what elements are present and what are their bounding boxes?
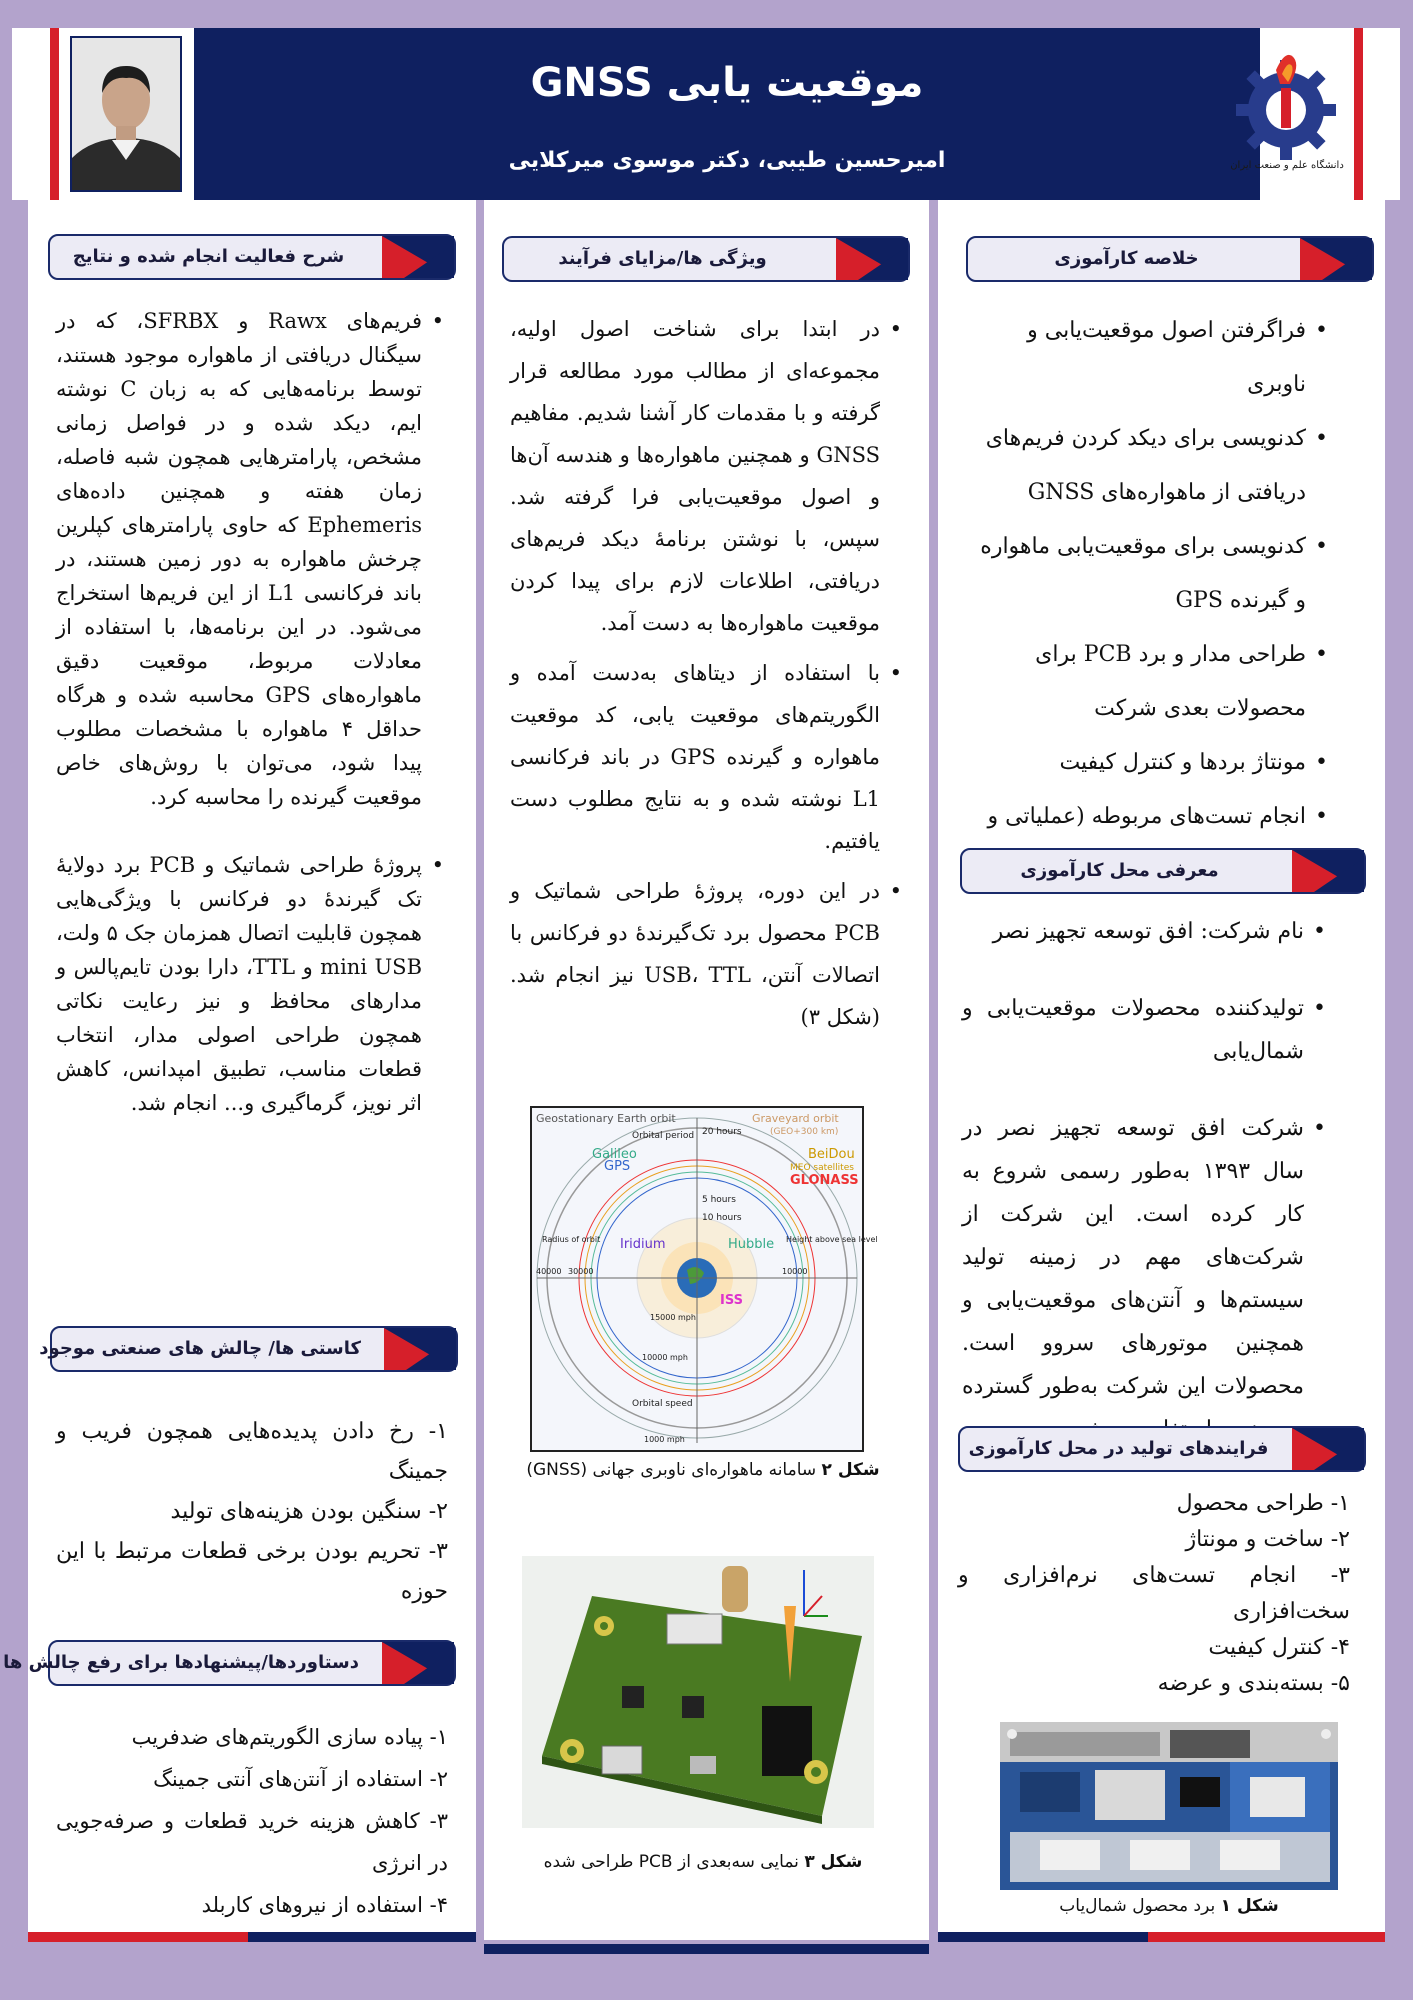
section-header-solutions <box>3 1640 456 1686</box>
figure-1-board-photo <box>1000 1722 1338 1890</box>
label-graveyard: Graveyard orbit <box>752 1112 839 1125</box>
university-logo <box>1228 36 1346 188</box>
logo-caption: دانشگاه علم و صنعت ایران <box>1230 160 1344 171</box>
list-item: ۵- بسته‌بندی و عرضه <box>1157 1671 1350 1696</box>
list-item: • فراگرفتن اصول موقعیت‌یابی و ناوبری <box>970 304 1328 412</box>
label-iss: ISS <box>720 1293 743 1308</box>
bottom-bar-right-navy <box>938 1932 1148 1942</box>
label-gps: GPS <box>604 1159 631 1174</box>
list-item: ۴- استفاده از نیروهای کاربلد <box>201 1893 448 1917</box>
section-header-challenges <box>39 1326 458 1372</box>
figure-caption-text: نمایی سه‌بعدی از PCB طراحی شده <box>543 1852 799 1872</box>
label-meo: MEO satellites <box>790 1163 854 1173</box>
label-glonass: GLONASS <box>790 1173 859 1188</box>
list-item: ۲- استفاده از آنتن‌های آنتی جمینگ <box>153 1767 448 1791</box>
label-speed-10000: 10000 mph <box>642 1353 688 1362</box>
label-orbital-speed: Orbital speed <box>632 1399 693 1409</box>
figure-1-caption <box>1000 1896 1338 1916</box>
figure-2-caption <box>500 1460 906 1480</box>
list-item: • فریم‌های Rawx و SFRBX، که در سیگنال دریافتی از ماهواره موجود هستند، توسط برنامه‌هایی که به زبان C نوشته ایم، دیکد شده و در فواصل زمانی مشخص، پارامترهایی همچون شبه فاصله، زمان هفته و همچنین داده‌های Ephemeris که حاوی پارامترهای کپلرین چرخش ماهواره به دور زمین هستند، در باند فرکانسی L1 از این فریم‌ها استخراج می‌شود. در این برنامه‌ها، با استفاده از معادلات مربوط، موقعیت دقیق ماهواره‌های GPS محاسبه شده و هرگاه حداقل ۴ ماهواره با مشخصات مطلوب پیدا شود، می‌توان با روش‌های خاص موقعیت گیرنده را محاسبه کرد. <box>56 304 444 814</box>
label-20-hours: 20 hours <box>702 1127 742 1137</box>
label-orbital-period: Orbital period <box>632 1131 695 1141</box>
student-photo <box>70 36 182 192</box>
section-title: فرایندهای تولید در محل کارآموزی <box>968 1438 1269 1459</box>
section-header-activity <box>48 234 456 280</box>
process-list <box>958 1486 1350 1702</box>
list-item: • پروژهٔ طراحی شماتیک و PCB برد دولایهٔ تک گیرندهٔ دو فرکانس با ویژگی‌هایی همچون قابلیت اتصال همزمان جک ۵ ولت، mini USB و TTL، دارا بودن تایم‌پالس و مدارهای محافظ و نیز رعایت نکاتی همچون طراحی اصولی مدار، انتخاب قطعات مناسب، تطبیق امپدانس، کاهش اثر نویز، گرماگیری و... انجام شد. <box>56 848 444 1120</box>
list-item: • کدنویسی برای موقعیت‌یابی ماهواره و گیرنده GPS <box>970 520 1328 628</box>
features-list <box>510 308 902 1038</box>
section-header-process <box>958 1426 1366 1472</box>
bottom-bar-right-red <box>1148 1932 1385 1942</box>
figure-2-gnss-orbits <box>530 1106 878 1452</box>
bottom-bar-left-navy <box>248 1932 476 1942</box>
figure-caption-text: برد محصول شمال‌یاب <box>1059 1896 1216 1916</box>
activity-list <box>56 304 444 1120</box>
header-red-bar-right <box>1354 28 1363 200</box>
orbits-diagram <box>532 1108 878 1450</box>
section-header-features <box>502 236 910 282</box>
header-flag-icon <box>1292 238 1372 280</box>
bottom-bar-left-red <box>28 1932 248 1942</box>
list-item: ۴- کنترل کیفیت <box>1208 1635 1350 1660</box>
poster-authors: امیرحسین طیبی، دکتر موسوی میرکلایی <box>508 148 946 173</box>
section-title: معرفی محل کارآموزی <box>1020 860 1219 881</box>
label-speed-1000: 1000 mph <box>644 1435 685 1444</box>
board-illustration <box>1000 1722 1338 1890</box>
pcb-illustration <box>522 1556 874 1828</box>
figure-3-caption <box>500 1852 906 1872</box>
list-item: ۲- ساخت و مونتاژ <box>1185 1527 1350 1552</box>
label-10-hours: 10 hours <box>702 1213 742 1223</box>
summary-list <box>970 304 1328 898</box>
poster-title: موقعیت یابی GNSS <box>530 60 924 106</box>
list-item: • مونتاژ بردها و کنترل کیفیت <box>970 736 1328 790</box>
label-30000: 30000 <box>568 1267 594 1276</box>
label-galileo: Galileo <box>592 1147 637 1162</box>
section-title: شرح فعالیت انجام شده و نتایج <box>72 246 345 267</box>
label-graveyard-sub: (GEO+300 km) <box>770 1127 839 1137</box>
figure-number: شکل ۲ <box>821 1460 880 1480</box>
label-5-hours: 5 hours <box>702 1195 736 1205</box>
header-flag-icon <box>1284 850 1364 892</box>
company-list <box>962 910 1326 1451</box>
list-item: • کدنویسی برای دیکد کردن فریم‌های دریافتی از ماهواره‌های GNSS <box>970 412 1328 520</box>
figure-number: شکل ۱ <box>1220 1896 1279 1916</box>
list-item: • طراحی مدار و برد PCB برای محصولات بعدی شرکت <box>970 628 1328 736</box>
challenges-list <box>56 1412 448 1612</box>
list-item: ۳- تحریم بودن برخی قطعات مرتبط با این حوزه <box>56 1539 448 1604</box>
section-title: دستاوردها/پیشنهادها برای رفع چالش ها <box>3 1652 359 1673</box>
header-band <box>194 28 1260 200</box>
header-flag-icon <box>374 1642 454 1684</box>
figure-number: شکل ۳ <box>804 1852 863 1872</box>
figure-3-pcb-3d <box>522 1556 874 1828</box>
list-item: • تولیدکننده محصولات موقعیت‌یابی و شمال‌یابی <box>962 987 1326 1073</box>
list-item: ۱- پیاده سازی الگوریتم‌های ضدفریب <box>131 1725 448 1749</box>
bottom-bar-middle <box>484 1944 929 1954</box>
label-10000: 10000 <box>782 1267 808 1276</box>
header-flag-icon <box>376 1328 456 1370</box>
section-header-summary <box>966 236 1374 282</box>
section-title: کاستی ها/ چالش های صنعتی موجود <box>39 1338 361 1359</box>
header-flag-icon <box>828 238 908 280</box>
header-red-bar-left <box>50 28 59 200</box>
section-title: ویژگی ها/مزایای فرآیند <box>558 248 767 269</box>
label-beidou: BeiDou <box>808 1147 855 1162</box>
list-item: ۳- انجام تست‌های نرم‌افزاری و سخت‌افزاری <box>958 1563 1350 1624</box>
section-header-company <box>960 848 1366 894</box>
list-item: ۳- کاهش هزینه خرید قطعات و صرفه‌جویی در انرژی <box>56 1809 448 1875</box>
solutions-list <box>56 1716 448 1926</box>
label-radius: Radius of orbit <box>542 1235 601 1244</box>
list-item: • نام شرکت: افق توسعه تجهیز نصر <box>962 910 1326 953</box>
list-item: • با استفاده از دیتاهای به‌دست آمده و الگوریتم‌های موقعیت یابی، کد موقعیت ماهواره و گیرنده GPS در باند فرکانسی L1 نوشته شده و به نتایج مطلوب دست یافتیم. <box>510 652 902 862</box>
label-height: Height above sea level <box>786 1235 878 1244</box>
section-title: خلاصه کارآموزی <box>1054 248 1199 269</box>
list-item: ۲- سنگین بودن هزینه‌های تولید <box>170 1499 448 1524</box>
label-hubble: Hubble <box>728 1237 775 1252</box>
label-40000: 40000 <box>536 1267 562 1276</box>
list-item: • انجام تست‌های مربوطه (عملیاتی و <box>970 790 1328 898</box>
list-item: • در ابتدا برای شناخت اصول اولیه، مجموعه‌ای از مطالب مورد مطالعه قرار گرفته و با مقدمات کار آشنا شدیم. مفاهیم GNSS و همچنین ماهواره‌ها و هندسه آن‌ها و اصول موقعیت‌یابی فرا گرفته شد. سپس، با نوشتن برنامهٔ دیکد فریم‌های دریافتی، اطلاعات لازم برای پیدا کردن موقعیت ماهواره‌ها به دست آمد. <box>510 308 902 644</box>
list-item: ۱- طراحی محصول <box>1176 1491 1350 1516</box>
list-item: • شرکت افق توسعه تجهیز نصر در سال ۱۳۹۳ به‌طور رسمی شروع به کار کرده است. این شرکت از شرکت‌های مهم در زمینه تولید سیستم‌ها و آنتن‌های موقعیت‌یابی و همچنین موتورهای سروو است. محصولات این شرکت به‌طور گسترده <box>962 1107 1326 1451</box>
label-geo: Geostationary Earth orbit <box>536 1112 676 1125</box>
label-iridium: Iridium <box>620 1237 666 1252</box>
list-item: • در این دوره، پروژهٔ طراحی شماتیک و PCB محصول برد تک‌گیرندهٔ دو فرکانس با اتصالات آنتن، USB، TTL نیز انجام شد. (شکل ۳) <box>510 870 902 1038</box>
header-flag-icon <box>374 236 454 278</box>
list-item: ۱- رخ دادن پدیده‌هایی همچون فریب و جمینگ <box>56 1419 448 1484</box>
header-flag-icon <box>1284 1428 1364 1470</box>
label-speed-15000: 15000 mph <box>650 1313 696 1322</box>
student-photo-illustration <box>72 38 180 190</box>
figure-caption-text: سامانه ماهواره‌ای ناوبری جهانی (GNSS) <box>526 1460 817 1480</box>
